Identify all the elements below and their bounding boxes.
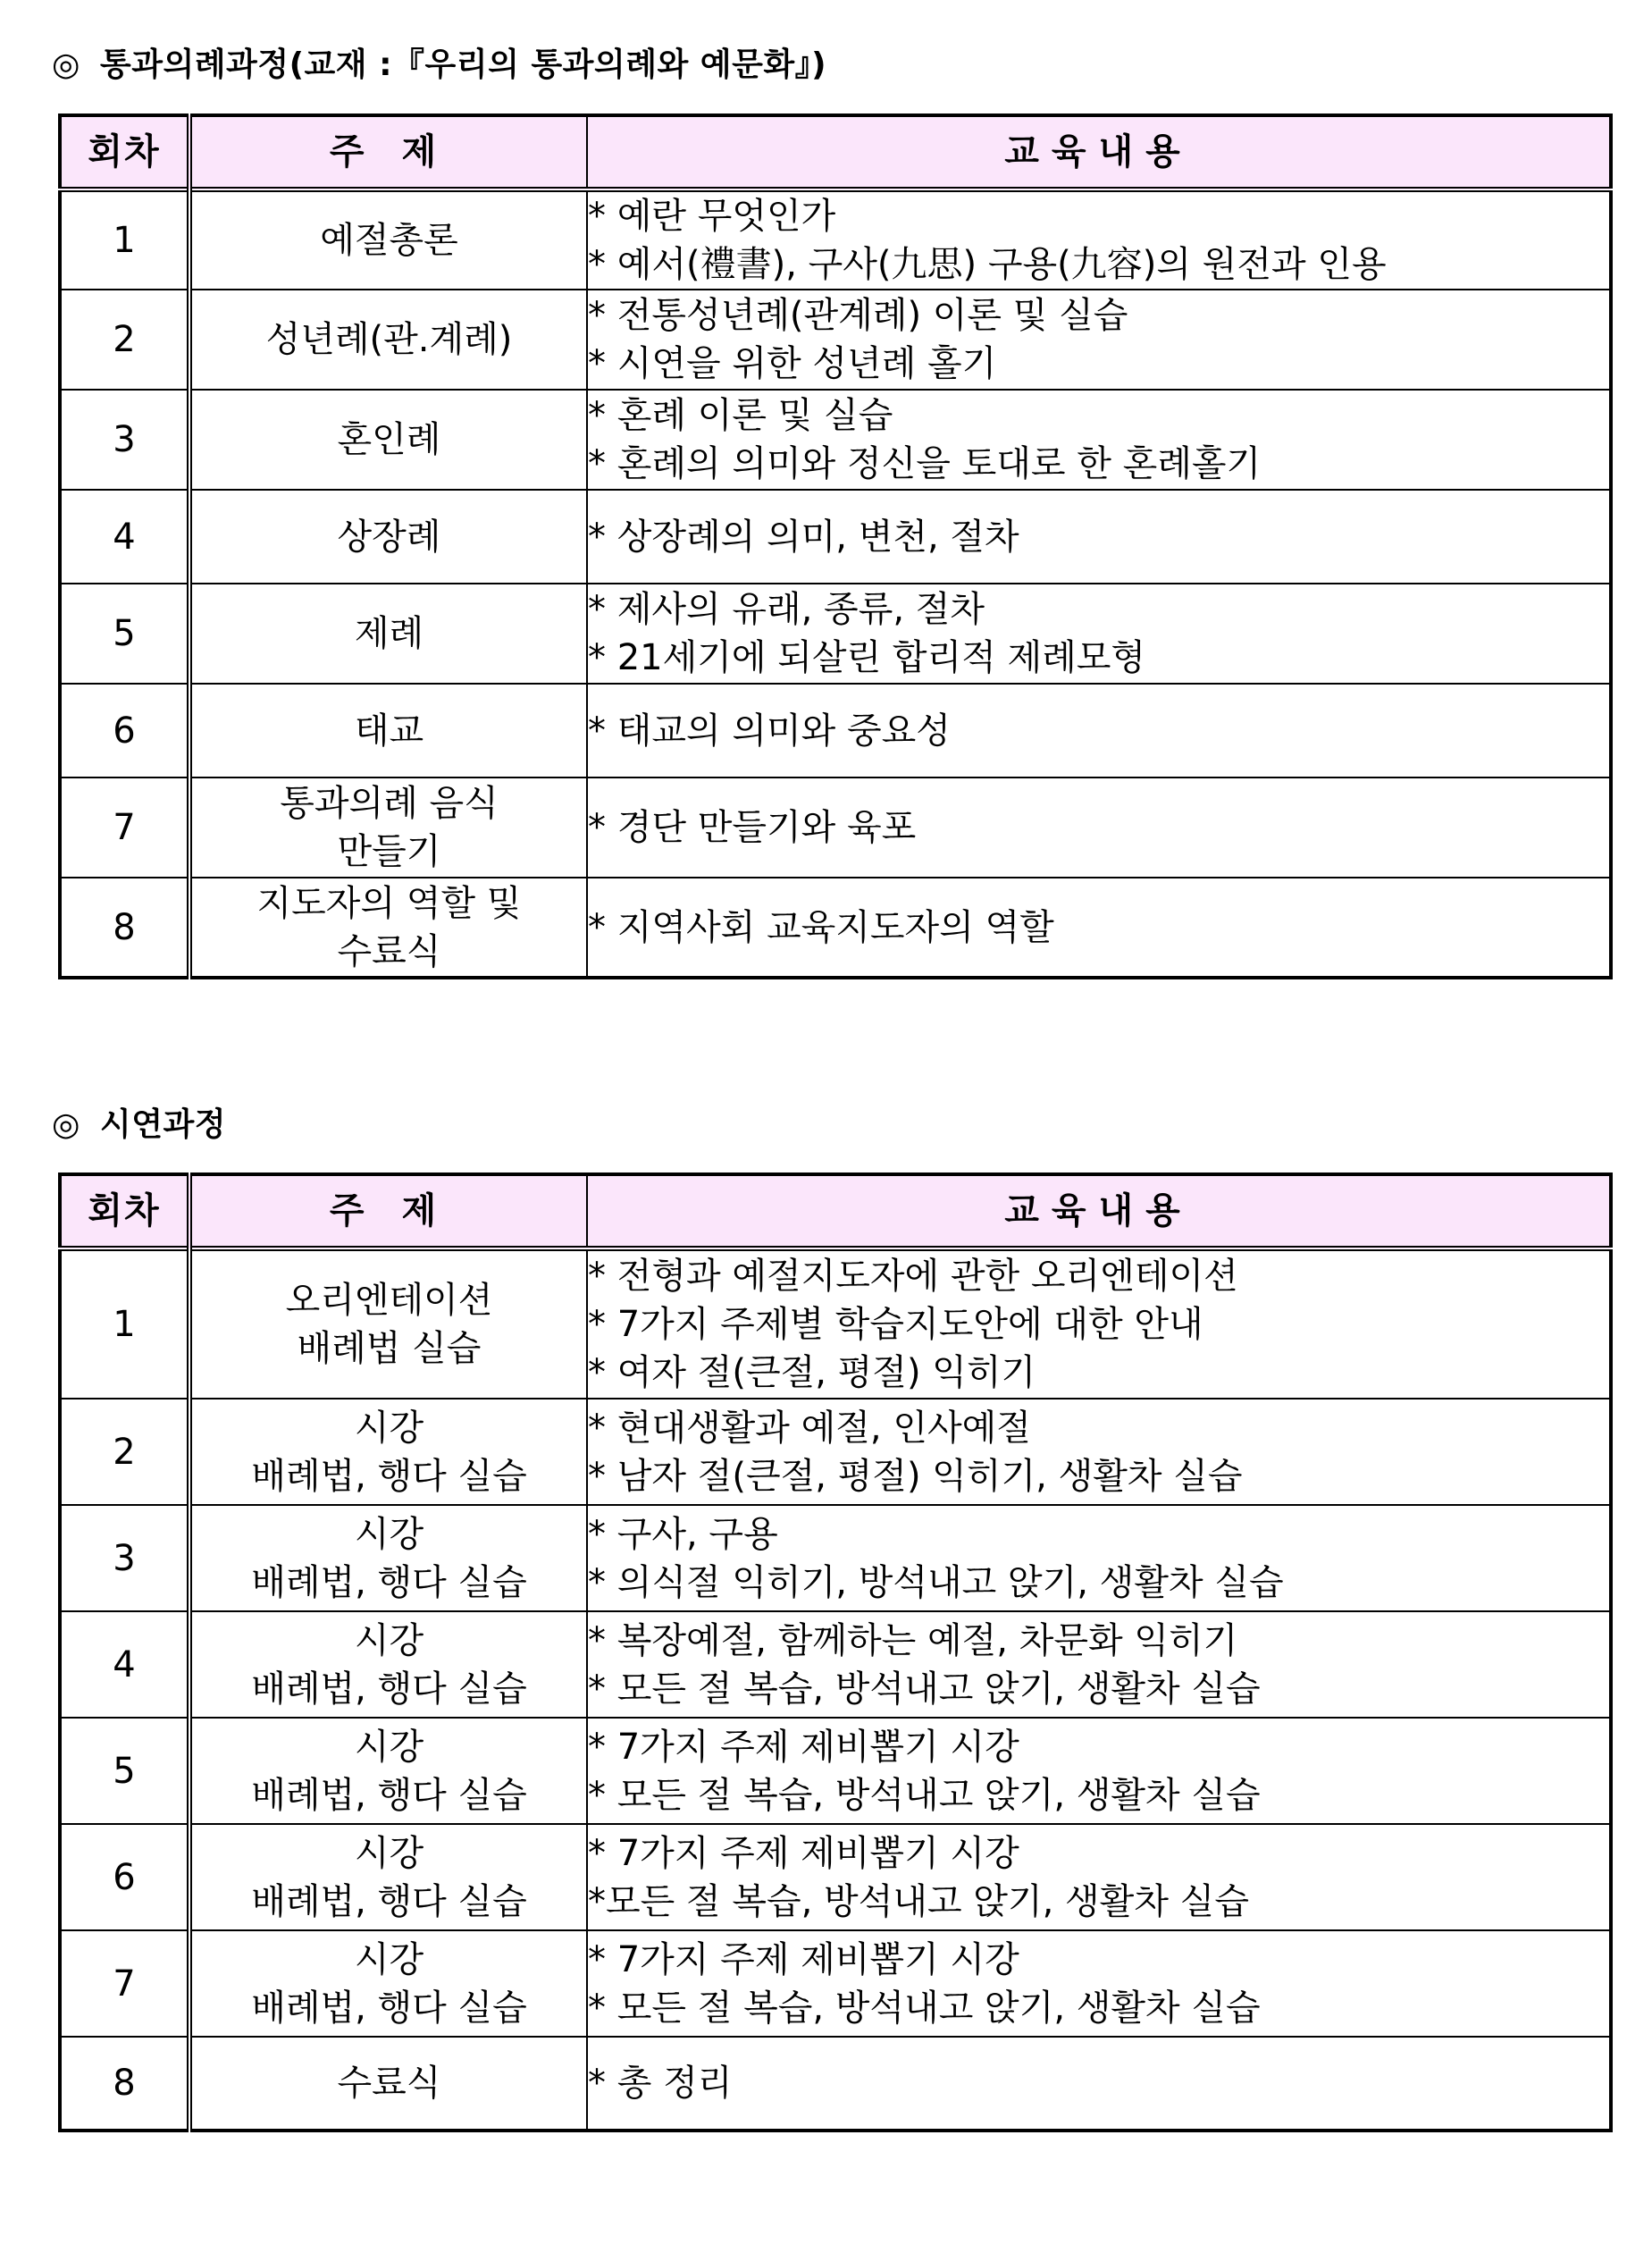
table-header-row xyxy=(60,1174,1611,1248)
section-title-demo-course xyxy=(52,1099,226,1145)
topic-line: 배례법, 행다 실습 xyxy=(251,1880,527,1922)
table-row xyxy=(60,2037,1611,2131)
topic-line: 태교 xyxy=(354,710,424,752)
topic-line: 수료식 xyxy=(337,2063,441,2104)
session-content xyxy=(587,390,1611,490)
content-line: * 7가지 주제별 학습지도안에 대한 안내 xyxy=(588,1304,1203,1345)
content-line: * 총 정리 xyxy=(588,2063,733,2104)
section-bullet-icon: ◎ xyxy=(52,46,80,83)
session-topic xyxy=(189,1248,587,1399)
topic-line: 배례법, 행다 실습 xyxy=(251,1455,527,1497)
content-line: * 태교의 의미와 중요성 xyxy=(588,710,951,752)
session-content xyxy=(587,1930,1611,2037)
content-line: * 모든 절 복습, 방석내고 앉기, 생활차 실습 xyxy=(588,1987,1261,2029)
topic-line: 성년례(관.계례) xyxy=(265,319,513,360)
content-line: * 시연을 위한 성년례 홀기 xyxy=(588,343,997,384)
topic-line: 시강 xyxy=(354,1938,424,1980)
session-number: 5 xyxy=(60,584,189,684)
session-number: 3 xyxy=(60,1505,189,1611)
content-line: * 현대생활과 예절, 인사예절 xyxy=(588,1407,1031,1449)
session-topic xyxy=(189,584,587,684)
session-number: 6 xyxy=(60,684,189,777)
content-line: * 혼례 이론 및 실습 xyxy=(588,395,893,436)
session-topic xyxy=(189,777,587,878)
rites-course-table xyxy=(58,113,1613,979)
table-row xyxy=(60,490,1611,584)
session-number: 7 xyxy=(60,777,189,878)
table-row xyxy=(60,777,1611,878)
session-content xyxy=(587,684,1611,777)
table-row xyxy=(60,1824,1611,1930)
content-line: * 지역사회 교육지도자의 역할 xyxy=(588,906,1054,948)
session-number: 2 xyxy=(60,290,189,390)
content-line: * 모든 절 복습, 방석내고 앉기, 생활차 실습 xyxy=(588,1774,1261,1816)
session-topic xyxy=(189,189,587,290)
session-number: 1 xyxy=(60,1248,189,1399)
topic-line: 시강 xyxy=(354,1513,424,1555)
header-content: 교육내용 xyxy=(587,115,1611,189)
session-number: 4 xyxy=(60,490,189,584)
table-row xyxy=(60,1930,1611,2037)
session-topic xyxy=(189,878,587,978)
session-content xyxy=(587,1248,1611,1399)
session-topic xyxy=(189,490,587,584)
table-row xyxy=(60,1718,1611,1824)
content-line: * 전통성년례(관계례) 이론 및 실습 xyxy=(588,295,1128,336)
table-row xyxy=(60,878,1611,978)
session-number: 6 xyxy=(60,1824,189,1930)
session-content xyxy=(587,2037,1611,2131)
demo-course-table xyxy=(58,1173,1613,2132)
content-line: * 남자 절(큰절, 평절) 익히기, 생활차 실습 xyxy=(588,1455,1243,1497)
demo-course-rows xyxy=(60,1248,1611,2131)
topic-line: 혼인례 xyxy=(337,419,441,460)
table-row xyxy=(60,1611,1611,1718)
session-content xyxy=(587,1611,1611,1718)
content-line: * 예란 무엇인가 xyxy=(588,196,836,237)
header-session: 회차 xyxy=(60,1174,189,1248)
table-header-row xyxy=(60,115,1611,189)
topic-line: 시강 xyxy=(354,1407,424,1449)
content-line: * 복장예절, 함께하는 예절, 차문화 익히기 xyxy=(588,1619,1238,1661)
content-line: * 여자 절(큰절, 평절) 익히기 xyxy=(588,1352,1036,1393)
topic-line: 배례법, 행다 실습 xyxy=(251,1668,527,1710)
rites-course-rows xyxy=(60,189,1611,978)
table-row xyxy=(60,1399,1611,1505)
session-topic xyxy=(189,1611,587,1718)
content-line: * 7가지 주제 제비뽑기 시강 xyxy=(588,1938,1019,1980)
session-topic xyxy=(189,1824,587,1930)
session-content xyxy=(587,584,1611,684)
section-title-text: 시연과정 xyxy=(99,1106,227,1143)
topic-line: 배례법, 행다 실습 xyxy=(251,1774,527,1816)
header-session: 회차 xyxy=(60,115,189,189)
session-content xyxy=(587,777,1611,878)
topic-line: 상장례 xyxy=(337,516,441,558)
session-number: 8 xyxy=(60,2037,189,2131)
content-line: * 전형과 예절지도자에 관한 오리엔테이션 xyxy=(588,1256,1238,1297)
session-number: 2 xyxy=(60,1399,189,1505)
content-line: * 예서(禮書), 구사(九思) 구용(九容)의 원전과 인용 xyxy=(588,244,1387,285)
session-content xyxy=(587,290,1611,390)
content-line: * 혼례의 의미와 정신을 토대로 한 혼례홀기 xyxy=(588,443,1262,484)
topic-line: 예절총론 xyxy=(320,220,458,261)
session-topic xyxy=(189,290,587,390)
table-row xyxy=(60,684,1611,777)
topic-line: 제례 xyxy=(354,613,424,654)
session-topic xyxy=(189,1505,587,1611)
topic-line: 통과의례 음식 xyxy=(280,783,499,824)
topic-line: 배례법, 행다 실습 xyxy=(251,1987,527,2029)
content-line: *모든 절 복습, 방석내고 앉기, 생활차 실습 xyxy=(588,1880,1249,1922)
session-content xyxy=(587,189,1611,290)
session-topic xyxy=(189,684,587,777)
content-line: * 모든 절 복습, 방석내고 앉기, 생활차 실습 xyxy=(588,1668,1261,1710)
table-row xyxy=(60,1505,1611,1611)
session-topic xyxy=(189,1718,587,1824)
topic-line: 배례법, 행다 실습 xyxy=(251,1561,527,1603)
topic-line: 시강 xyxy=(354,1726,424,1768)
header-topic: 주 제 xyxy=(189,115,587,189)
session-content xyxy=(587,1824,1611,1930)
table-row xyxy=(60,1248,1611,1399)
topic-line: 지도자의 역할 및 xyxy=(256,882,522,924)
session-number: 4 xyxy=(60,1611,189,1718)
session-number: 3 xyxy=(60,390,189,490)
content-line: * 경단 만들기와 육포 xyxy=(588,807,917,848)
topic-line: 오리엔테이션 xyxy=(285,1280,493,1321)
table-row xyxy=(60,584,1611,684)
session-topic xyxy=(189,2037,587,2131)
session-content xyxy=(587,490,1611,584)
session-topic xyxy=(189,1399,587,1505)
session-content xyxy=(587,878,1611,978)
table-row xyxy=(60,390,1611,490)
content-line: * 구사, 구용 xyxy=(588,1513,778,1555)
session-content xyxy=(587,1505,1611,1611)
content-line: * 제사의 유래, 종류, 절차 xyxy=(588,589,985,630)
topic-line: 배례법 실습 xyxy=(297,1328,482,1369)
header-topic: 주 제 xyxy=(189,1174,587,1248)
header-content: 교육내용 xyxy=(587,1174,1611,1248)
topic-line: 시강 xyxy=(354,1832,424,1874)
session-topic xyxy=(189,390,587,490)
content-line: * 의식절 익히기, 방석내고 앉기, 생활차 실습 xyxy=(588,1561,1284,1603)
content-line: * 7가지 주제 제비뽑기 시강 xyxy=(588,1832,1019,1874)
session-content xyxy=(587,1399,1611,1505)
content-line: * 7가지 주제 제비뽑기 시강 xyxy=(588,1726,1019,1768)
section-bullet-icon: ◎ xyxy=(52,1106,80,1143)
topic-line: 시강 xyxy=(354,1619,424,1661)
table-row xyxy=(60,290,1611,390)
session-number: 1 xyxy=(60,189,189,290)
content-line: * 21세기에 되살린 합리적 제례모형 xyxy=(588,637,1146,678)
session-topic xyxy=(189,1930,587,2037)
section-title-rites-course xyxy=(52,39,826,85)
session-number: 7 xyxy=(60,1930,189,2037)
topic-line: 만들기 xyxy=(337,831,441,872)
table-row xyxy=(60,189,1611,290)
content-line: * 상장례의 의미, 변천, 절차 xyxy=(588,516,1019,558)
session-number: 8 xyxy=(60,878,189,978)
section-title-text: 통과의례과정(교재 :『우리의 통과의례와 예문화』) xyxy=(99,46,827,83)
session-number: 5 xyxy=(60,1718,189,1824)
session-content xyxy=(587,1718,1611,1824)
topic-line: 수료식 xyxy=(337,930,441,972)
